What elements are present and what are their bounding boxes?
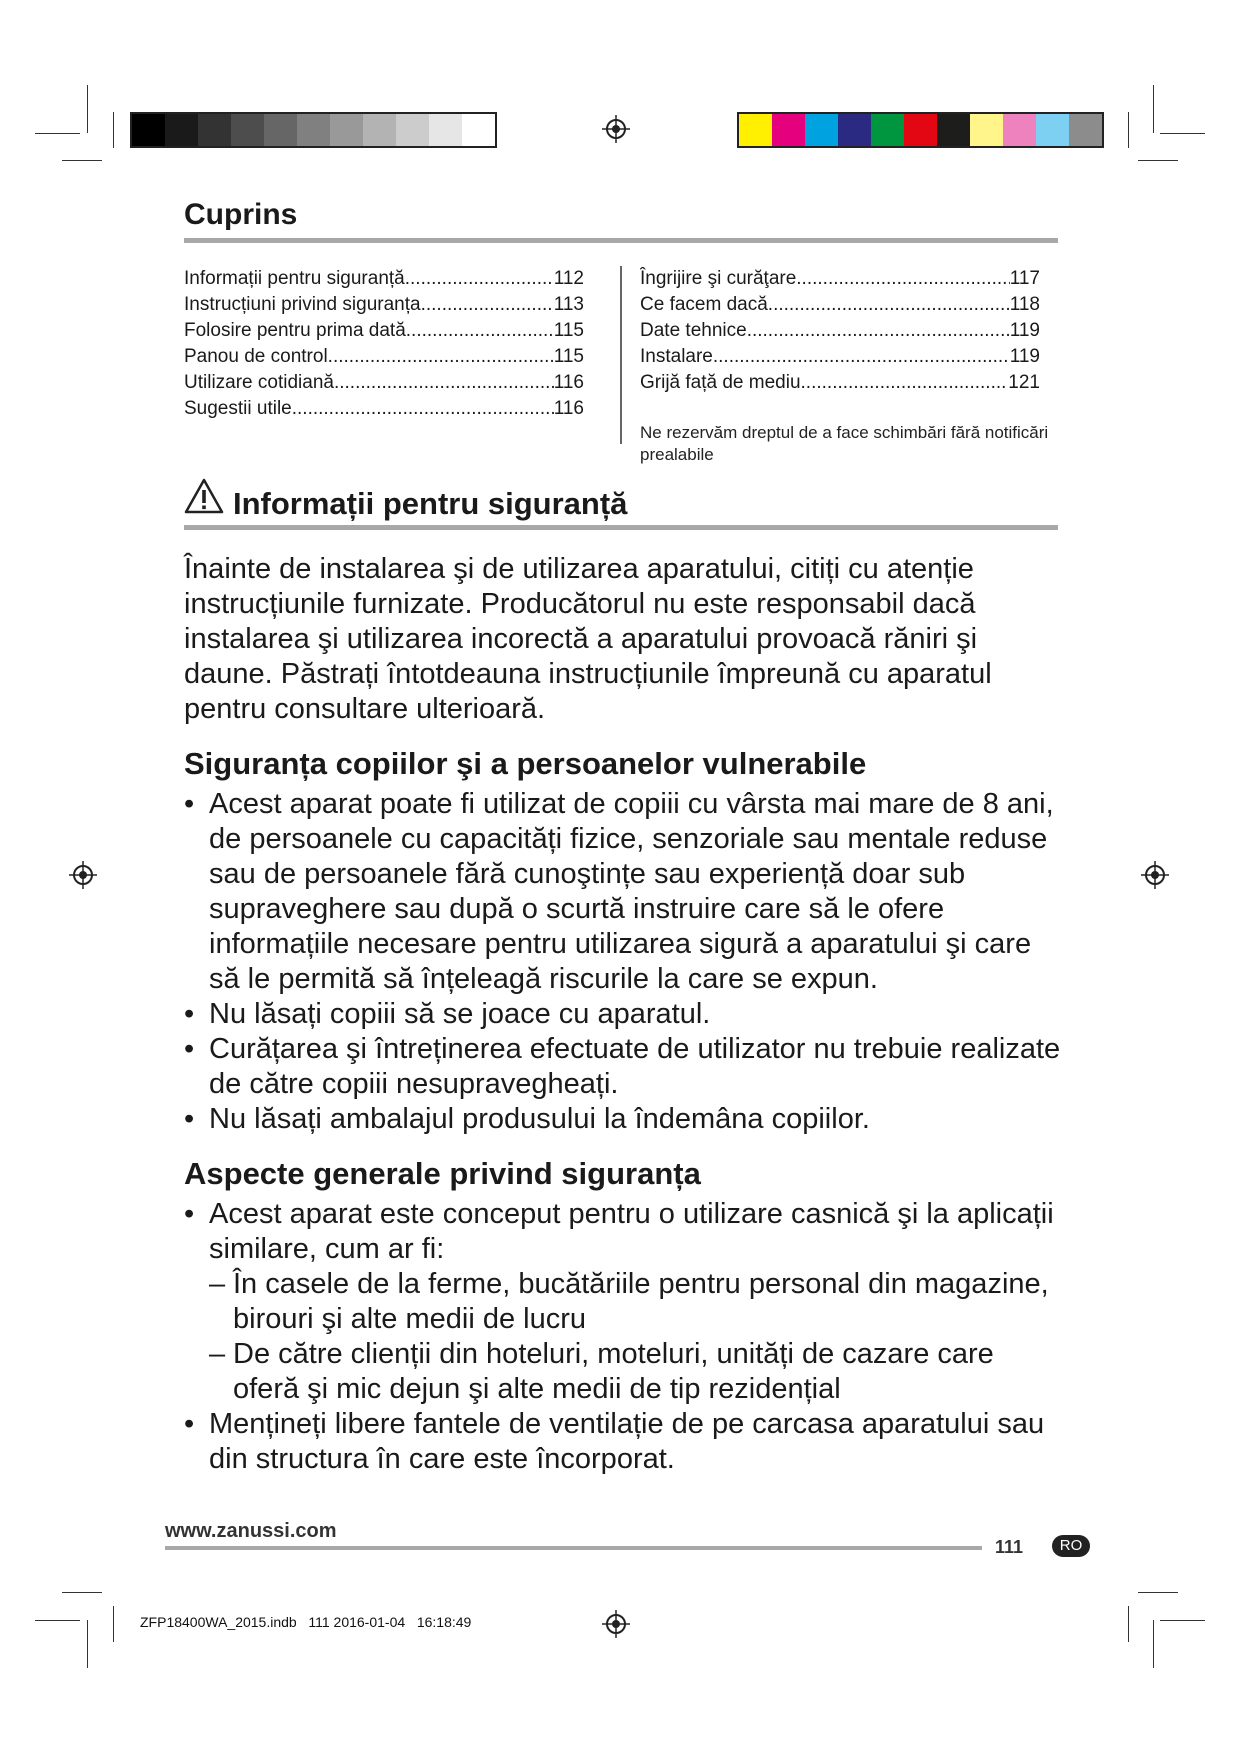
color-swatch [132,114,165,146]
crop-mark [1160,1620,1205,1621]
color-swatch [805,114,838,146]
color-swatch [264,114,297,146]
toc-entry-page: 116 [553,398,584,419]
color-swatch [970,114,1003,146]
toc-entry[interactable] [184,396,584,422]
toc-entry[interactable] [640,292,1040,318]
safety-intro: Înainte de instalarea şi de utilizarea aparatului, citiți cu atenție instrucțiunile furnizate. Producătorul nu este responsabil dacă instalarea şi utilizarea incorectă a aparatului provoacă răniri şi daune. Păstrați întotdeauna instrucțiunile împreună cu aparatul pentru consultare ulterioară. [184,553,992,725]
children-safety-list [184,787,1064,1137]
color-swatch [165,114,198,146]
children-safety-list-wrapper [184,787,1064,1137]
toc-leader-dots [406,318,554,344]
toc-entry-label: Instrucțiuni privind siguranța [184,294,421,315]
color-swatch [739,114,772,146]
crop-mark [62,1592,102,1593]
crop-mark [87,1620,88,1668]
toc-right-column [640,266,1040,396]
list-item: • Curățarea şi întreținerea efectuate de utilizator nu trebuie realizate de către copiii nesupravegheați. [184,1032,1064,1102]
crop-mark [35,1620,80,1621]
toc-title: Cuprins [184,198,298,231]
list-item: • Nu lăsați copiii să se joace cu aparatul. [184,997,1064,1032]
toc-leader-dots [747,318,1010,344]
toc-entry-label: Grijă față de mediu [640,372,801,393]
toc-leader-dots [713,344,1010,370]
toc-leader-dots [334,370,554,396]
toc-entry-page: 116 [553,372,584,393]
warning-icon [184,478,224,514]
crop-mark [1153,1620,1154,1668]
crop-mark [62,160,102,161]
toc-entry[interactable] [184,370,584,396]
color-swatch [838,114,871,146]
toc-divider [620,266,622,444]
toc-entry-label: Date tehnice [640,320,747,341]
toc-entry-page: 115 [553,320,584,341]
toc-entry[interactable] [640,370,1040,396]
toc-entry-label: Informații pentru siguranță [184,268,405,289]
list-item [184,1407,1064,1477]
toc-entry-page: 119 [1009,346,1040,367]
color-swatch [297,114,330,146]
registration-mark-icon [602,1610,630,1638]
safety-title: Informații pentru siguranță [233,486,628,521]
toc-entry[interactable] [640,266,1040,292]
safety-rule [184,525,1058,530]
general-safety-list [184,1197,1064,1477]
page-number: 111 [995,1537,1024,1557]
toc-leader-dots [405,266,554,292]
color-swatch [429,114,462,146]
toc-entry-page: 115 [553,346,584,367]
toc-entry-label: Folosire pentru prima dată [184,320,406,341]
registration-mark-icon [602,115,630,143]
toc-entry-page: 113 [553,294,584,315]
toc-leader-dots [784,292,1010,318]
color-swatch [904,114,937,146]
list-item: • Nu lăsați ambalajul produsului la îndemâna copiilor. [184,1102,1064,1137]
list-item-text: Acest aparat este conceput pentru o utilizare casnică şi la aplicații similare, cum ar fi: [209,1198,1054,1265]
toc-rule [184,238,1058,243]
color-swatch [1003,114,1036,146]
language-badge: RO [1052,1535,1090,1557]
grayscale-calibration-bar [130,112,497,148]
toc-entry-label: Ce facem dacă... [640,294,784,315]
toc-entry[interactable] [184,344,584,370]
registration-mark-icon [1141,861,1169,889]
toc-entry-label: Utilizare cotidiană [184,372,334,393]
disclaimer-note: Ne rezervăm dreptul de a face schimbări fără notificări prealabile [640,423,1049,464]
sub-list-item: – În casele de la ferme, bucătăriile pentru personal din magazine, birouri şi alte medii de lucru [209,1267,1064,1337]
list-item-text: Mențineți libere fantele de ventilație de pe carcasa aparatului sau din structura în care este încorporat. [209,1408,1045,1475]
color-swatch [231,114,264,146]
general-safety-list-wrapper [184,1197,1064,1477]
crop-mark [87,85,88,133]
toc-leader-dots [328,344,554,370]
crop-mark [1153,85,1154,133]
general-safety-title: Aspecte generale privind siguranța [184,1156,701,1191]
toc-leader-dots [421,292,554,318]
crop-mark [1128,112,1129,148]
toc-entry-page: 118 [1009,294,1040,315]
color-swatch [937,114,970,146]
list-item [184,1197,1064,1407]
crop-mark [1160,133,1205,134]
list-item: • Acest aparat poate fi utilizat de copiii cu vârsta mai mare de 8 ani, de persoanele cu capacități fizice, senzoriale sau mentale reduse sau de persoanele fără cunoştințe sau experiență doar sub supraveghere sau după o scurtă instruire care să le ofere informațiile necesare pentru utilizarea sigură a aparatului şi care să le permită să înțeleagă riscurile la care se expun. [184,787,1064,997]
toc-leader-dots [796,266,1009,292]
color-calibration-bar [737,112,1104,148]
crop-mark [1138,1592,1178,1593]
crop-mark [1138,160,1178,161]
toc-entry-label: Sugestii utile [184,398,292,419]
toc-entry-label: Îngrijire şi curăţare [640,268,797,289]
toc-entry-label: Instalare [640,346,713,367]
website-link[interactable]: www.zanussi.com [165,1520,337,1542]
color-swatch [1036,114,1069,146]
toc-entry[interactable] [640,318,1040,344]
general-sub-list [209,1267,1064,1407]
color-swatch [1069,114,1102,146]
toc-leader-dots [801,370,1009,396]
children-safety-title: Siguranța copiilor şi a persoanelor vulnerabile [184,746,867,781]
color-swatch [772,114,805,146]
crop-mark [113,1606,114,1642]
toc-entry-page: 112 [553,268,584,289]
toc-entry[interactable] [184,292,584,318]
sub-list-item: – De către clienții din hoteluri, moteluri, unități de cazare care oferă şi mic dejun şi alte medii de tip rezidențial [209,1337,1064,1407]
toc-entry-page: 121 [1008,372,1040,393]
toc-entry-page: 119 [1009,320,1040,341]
color-swatch [396,114,429,146]
crop-mark [113,112,114,148]
crop-mark [1128,1606,1129,1642]
toc-entry[interactable] [640,344,1040,370]
registration-mark-icon [69,861,97,889]
color-swatch [198,114,231,146]
color-swatch [330,114,363,146]
color-swatch [871,114,904,146]
color-swatch [462,114,495,146]
toc-entry-page: 117 [1009,268,1040,289]
toc-entry[interactable] [184,266,584,292]
print-slug: ZFP18400WA_2015.indb 111 2016-01-04 16:18:49 [140,1614,472,1630]
footer-rule [165,1546,982,1550]
crop-mark [35,133,80,134]
toc-entry[interactable] [184,318,584,344]
toc-left-column [184,266,584,422]
toc-entry-label: Panou de control [184,346,328,367]
color-swatch [363,114,396,146]
toc-leader-dots [292,396,554,422]
